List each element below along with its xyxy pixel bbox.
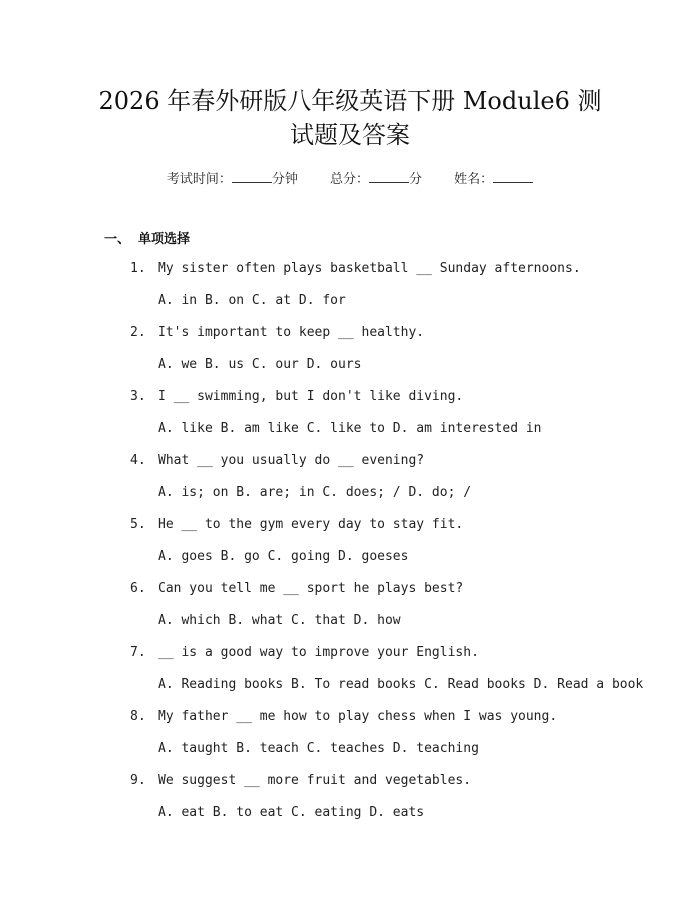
question-options: A. we B. us C. our D. ours	[158, 357, 362, 372]
question-options: A. eat B. to eat C. eating D. eats	[158, 805, 425, 820]
question-stem: We suggest __ more fruit and vegetables.	[158, 773, 472, 788]
question-stem: I __ swimming, but I don't like diving.	[158, 389, 464, 404]
document-title-line2: 试题及答案	[290, 121, 410, 149]
question-options: A. taught B. teach C. teaches D. teaching	[158, 741, 479, 756]
question-stem: __ is a good way to improve your English.	[158, 645, 479, 660]
question-number: 4.	[130, 453, 146, 468]
question-options: A. is; on B. are; in C. does; / D. do; /	[158, 485, 472, 500]
question-number: 6.	[130, 581, 146, 596]
question-item	[0, 256, 700, 320]
exam-score-blank	[369, 170, 409, 183]
section-heading	[104, 228, 190, 247]
question-item	[0, 512, 700, 576]
question-number: 9.	[130, 773, 146, 788]
question-item	[0, 704, 700, 768]
question-stem: It's important to keep __ healthy.	[158, 325, 425, 340]
question-list	[0, 256, 700, 832]
exam-time-unit: 分钟	[271, 172, 298, 187]
exam-time-field	[167, 168, 298, 187]
exam-name-blank	[493, 170, 533, 183]
question-options: A. goes B. go C. going D. goeses	[158, 549, 409, 564]
question-stem: Can you tell me __ sport he plays best?	[158, 581, 464, 596]
question-item	[0, 320, 700, 384]
exam-time-blank	[232, 170, 272, 183]
question-number: 5.	[130, 517, 146, 532]
exam-score-unit: 分	[409, 172, 423, 187]
question-number: 7.	[130, 645, 146, 660]
exam-info-row	[0, 168, 700, 187]
question-stem: What __ you usually do __ evening?	[158, 453, 425, 468]
question-stem: He __ to the gym every day to stay fit.	[158, 517, 464, 532]
question-options: A. Reading books B. To read books C. Read books D. Read a book	[158, 677, 644, 692]
exam-name-label: 姓名：	[454, 172, 494, 187]
question-stem: My sister often plays basketball __ Sunday afternoons.	[158, 261, 581, 276]
question-item	[0, 640, 700, 704]
question-options: A. like B. am like C. like to D. am interested in	[158, 421, 542, 436]
question-number: 8.	[130, 709, 146, 724]
exam-time-label: 考试时间：	[166, 172, 232, 187]
question-item	[0, 768, 700, 832]
question-item	[0, 448, 700, 512]
exam-score-label: 总分：	[329, 172, 369, 187]
question-number: 2.	[130, 325, 146, 340]
question-options: A. in B. on C. at D. for	[158, 293, 346, 308]
section-number: 一、	[104, 232, 131, 247]
exam-name-field	[454, 168, 533, 187]
section-title: 单项选择	[138, 232, 191, 247]
question-number: 3.	[130, 389, 146, 404]
question-item	[0, 576, 700, 640]
question-item	[0, 384, 700, 448]
document-title-line1: 2026 年春外研版八年级英语下册 Module6 测	[98, 87, 602, 115]
question-stem: My father __ me how to play chess when I was young.	[158, 709, 558, 724]
question-options: A. which B. what C. that D. how	[158, 613, 401, 628]
exam-score-field	[330, 168, 422, 187]
question-number: 1.	[130, 261, 146, 276]
